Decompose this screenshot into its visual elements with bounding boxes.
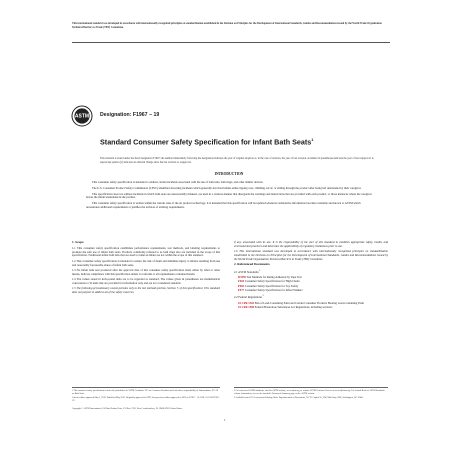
scope-paragraph: 1.5 The following precautionary caveat pertains only to the test methods portion, Section 7, of this specification: This standard does not purport to address all of the safety concerns, [72,286,220,295]
scope-paragraph: 1.3 No infant bath seat produced after the approval date of this consumer safety specification shall, either by label or other means, indicate compliance with this specification unless it conforms to all requirements contained herein. [72,267,220,276]
reference-link[interactable]: F404 [238,279,245,284]
page-number: 1 [224,418,226,422]
referenced-documents-heading: 2. Referenced Documents [234,262,270,267]
reference-link[interactable]: 16 CFR 1303 [238,300,255,305]
federal-reference-list [234,302,388,310]
scope-paragraph: 1.1 This consumer safety specification establishes performance requirements, test methods, and labeling requirements to promote the safe use of infant bath seats. Products commonly referred to as bath rings also are included in the scope of this specification. Traditional infant bath tubs that are used to bathe an infant are not within the scope of this standard. [72,245,220,258]
designation: Designation: F1967 − 19 [100,112,160,118]
left-column [72,241,220,297]
scope-heading: 1. Scope [72,240,84,244]
reference-title: Test Methods for Rating Adhesion by Tape Test [246,275,302,280]
intro-paragraph: This specification does not address incidents in which bath seats are unreasonably misused, are used in a careless manner that disregards the warnings and instructions that are provided with each product, or those instances where the caregiver leaves the infant unattended in the product. [86,191,372,200]
title-footnote-marker: 1 [311,137,314,142]
footnote: 3 Available from U.S. Government Printing Office Superintendent of Documents, 732 N. Capitol St., NW, Mail Stop: SDE, Washington, DC 20401. [234,397,364,399]
reference-link[interactable]: D3359 [238,275,246,280]
reference-title: Consumer Safety Specification for Infant Walkers [244,287,303,292]
astm-standards-label: 2.1 ASTM Standards: [234,269,260,274]
footnote: 1 This consumer safety specification is under the jurisdiction of ASTM Committee F15 on Consumer Products and is the direct responsibility of Subcommittee F15.16 on Bath Seats. [72,390,219,395]
footnotes-right [234,387,388,401]
reference-link[interactable]: F977 [238,287,245,292]
reference-title: Ban of Lead-Containing Paint and Certain Consumer Products Bearing Lead-Containing Paint [254,300,364,305]
astm-logo-text: ASTM [74,113,90,120]
federal-regulations-heading [234,294,388,300]
intro-paragraph: This consumer safety specification is written within the current state of the art product technology. It is intended that this specification will be updated whenever substantive information becomes available and known to ASTM which necessitates additional requirements or justifies the revision of existing requirements. [86,201,361,209]
scope-paragraph: 1.4 The values stated in inch-pound units are to be regarded as standard. The values given in parentheses are mathematical conversions to SI units that are provided for information only and are not considered standard. [72,277,220,285]
title-text: Standard Consumer Safety Specification for Infant Bath Seats [100,137,312,147]
federal-footnote-marker: 3 [262,294,264,298]
federal-regulations-label: 2.2 Federal Regulations: [234,295,263,300]
copyright-notice: Copyright © ASTM International, 100 Barr Harbor Drive, PO Box C700, West Conshohocken, PA 19428-2959. United States [72,408,183,410]
reference-link[interactable]: F963 [238,283,245,288]
introduction-body [86,181,372,212]
intro-paragraph: The U.S. Consumer Product Safety Commission (CPSC) identified drowning incidents which generally involved infants either tipping over, climbing out of, or sliding through the product after being left unattended by their caregiver. [92,185,362,190]
reference-title: Federal Hazardous Substances Act Regulations, including sections: [254,304,333,309]
caveat-continuation: if any, associated with its use. It is the responsibility of the user of this standard to establish appropriate safety, health, and environmental practices and determine the applicability of regulatory limitations prior to use. [234,240,388,248]
astm-logo-icon [71,105,93,127]
scope-paragraph-1-6: 1.6 This international standard was developed in accordance with internationally recognized principles on standardization established in the Decision on Principles for the Development of International Standards, Guides and Recommendations issued by the World Trade Organization Technical Barriers to Trade (TBT) Committee. [234,249,388,261]
standard-note: This standard is issued under the fixed designation F1967; the number immediately following the designation indicates the year of original adoption or, in the case of revision, the year of last revision. A number in parentheses indicates the year of last reapproval. A superscript epsilon (ε) indicates an editorial change since the last revision or reapproval. [100,157,374,164]
reference-title: Consumer Safety Specification for Toy Safety [244,283,299,288]
intro-paragraph: This consumer safety specification is intended to address certain incidents associated with the use of bath tubs, bath rings, and other similar devices. [92,180,264,184]
scope-paragraph: 1.2 This consumer safety specification is intended to reduce the risk of death and minimize injury to infants resulting from use and reasonably foreseeable abuse of infant bath seats. [72,258,220,267]
footnotes-left [72,387,220,404]
right-column [234,241,388,312]
top-notice: This international standard was developed in accordance with internationally recognized principles on standardization established in the Decision on Principles for the Development of International Standards, Guides and Recommendations issued by the World Trade Organization Technical Barriers to Trade (TBT) Committee. [72,22,382,29]
astm-reference-list [234,276,388,292]
footnote: Current edition approved May 1, 2019. Published May 2019. Originally approved in 1999. Last previous edition approved in 2016 as F1967 − 16. DOI: 10.1520/F1967-19. [72,397,220,402]
reference-item [238,289,388,293]
footnote: 2 For referenced ASTM standards, visit the ASTM website, www.astm.org, or contact ASTM Customer Service at service@astm.org. For Annual Book of ASTM Standards volume information, refer to the standard's Document Summary page on the ASTM website. [234,390,385,395]
introduction-heading: INTRODUCTION [214,172,244,176]
document-title [100,136,320,147]
reference-link[interactable]: 16 CFR 1500 [238,304,255,309]
reference-item [238,306,388,310]
reference-title: Consumer Safety Specification for High Chairs [244,279,300,284]
astm-footnote-marker: 2 [259,268,261,272]
top-divider [72,42,390,43]
astm-standards-heading [234,269,388,275]
